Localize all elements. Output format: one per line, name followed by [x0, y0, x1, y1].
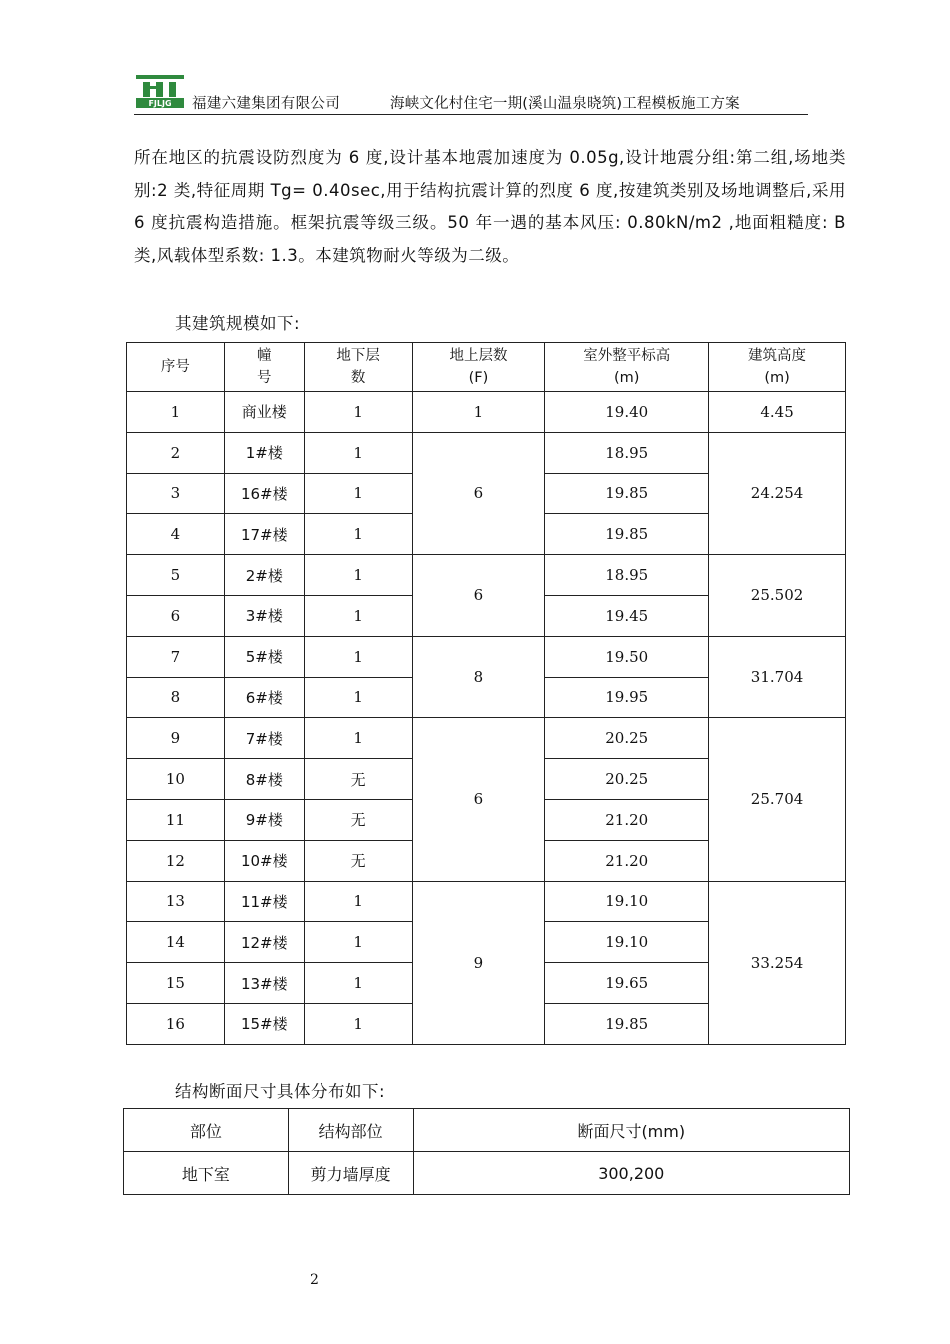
outdoor-elevation: 19.85 — [545, 473, 709, 514]
building-name: 12#楼 — [224, 922, 304, 963]
building-name: 6#楼 — [224, 677, 304, 718]
table-row — [127, 718, 846, 759]
table-row — [127, 636, 846, 677]
basement-floors: 1 — [304, 595, 412, 636]
header-cell: 室外整平标高 (m) — [545, 343, 709, 392]
row-number: 3 — [127, 473, 225, 514]
building-name: 3#楼 — [224, 595, 304, 636]
basement-floors: 1 — [304, 881, 412, 922]
building-height: 4.45 — [709, 392, 846, 433]
basement-floors: 1 — [304, 1003, 412, 1044]
header-cell: 结构部位 — [288, 1109, 413, 1152]
page-number: 2 — [310, 1272, 319, 1288]
table-row — [127, 392, 846, 433]
above-ground-floors: 6 — [412, 718, 545, 881]
table-header-row — [127, 343, 846, 392]
building-name: 13#楼 — [224, 963, 304, 1004]
outdoor-elevation: 18.95 — [545, 432, 709, 473]
table-row — [127, 432, 846, 473]
row-number: 1 — [127, 392, 225, 433]
building-height: 25.704 — [709, 718, 846, 881]
outdoor-elevation: 19.10 — [545, 922, 709, 963]
row-number: 12 — [127, 840, 225, 881]
outdoor-elevation: 19.65 — [545, 963, 709, 1004]
building-name: 11#楼 — [224, 881, 304, 922]
basement-floors: 无 — [304, 799, 412, 840]
basement-floors: 1 — [304, 718, 412, 759]
basement-floors: 1 — [304, 963, 412, 1004]
table-row — [124, 1152, 850, 1195]
building-name: 商业楼 — [224, 392, 304, 433]
section-table-intro: 结构断面尺寸具体分布如下: — [175, 1082, 386, 1101]
outdoor-elevation: 19.50 — [545, 636, 709, 677]
row-number: 4 — [127, 514, 225, 555]
row-number: 16 — [127, 1003, 225, 1044]
seismic-paragraph: 所在地区的抗震设防烈度为 6 度,设计基本地震加速度为 0.05g,设计地震分组:第二组,场地类别:2 类,特征周期 Tg= 0.40sec,用于结构抗震计算的烈度 6 度,按建筑类别及场地调整后,采用 6 度抗震构造措施。框架抗震等级三级。50 年一遇的基本风压: 0.80kN/m2 ,地面粗糙度: B 类,风载体型系数: 1.3。本建筑物耐火等级为二级。 — [134, 148, 846, 265]
outdoor-elevation: 19.10 — [545, 881, 709, 922]
above-ground-floors: 6 — [412, 432, 545, 554]
row-number: 6 — [127, 595, 225, 636]
header-cell: 序号 — [127, 343, 225, 392]
building-name: 10#楼 — [224, 840, 304, 881]
basement-floors: 1 — [304, 677, 412, 718]
row-number: 2 — [127, 432, 225, 473]
basement-floors: 1 — [304, 432, 412, 473]
company-logo-icon — [134, 72, 186, 110]
building-name: 7#楼 — [224, 718, 304, 759]
row-number: 13 — [127, 881, 225, 922]
building-height: 25.502 — [709, 555, 846, 637]
building-name: 2#楼 — [224, 555, 304, 596]
basement-floors: 1 — [304, 555, 412, 596]
table-row — [127, 881, 846, 922]
building-table-intro: 其建筑规模如下: — [175, 314, 301, 333]
header-cell: 地下层 数 — [304, 343, 412, 392]
basement-floors: 1 — [304, 473, 412, 514]
size-cell: 300,200 — [413, 1152, 849, 1195]
basement-floors: 1 — [304, 922, 412, 963]
row-number: 8 — [127, 677, 225, 718]
basement-floors: 无 — [304, 759, 412, 800]
building-name: 5#楼 — [224, 636, 304, 677]
header-cell: 建筑高度 (m) — [709, 343, 846, 392]
row-number: 10 — [127, 759, 225, 800]
basement-floors: 1 — [304, 514, 412, 555]
row-number: 14 — [127, 922, 225, 963]
table-row — [127, 555, 846, 596]
building-name: 17#楼 — [224, 514, 304, 555]
basement-floors: 1 — [304, 636, 412, 677]
row-number: 9 — [127, 718, 225, 759]
part-cell: 地下室 — [124, 1152, 289, 1195]
building-height: 33.254 — [709, 881, 846, 1044]
outdoor-elevation: 20.25 — [545, 718, 709, 759]
outdoor-elevation: 19.85 — [545, 1003, 709, 1044]
outdoor-elevation: 19.95 — [545, 677, 709, 718]
header-cell: 部位 — [124, 1109, 289, 1152]
company-name: 福建六建集团有限公司 — [192, 96, 340, 112]
structure-cell: 剪力墙厚度 — [288, 1152, 413, 1195]
building-name: 15#楼 — [224, 1003, 304, 1044]
row-number: 5 — [127, 555, 225, 596]
header-cell: 幢 号 — [224, 343, 304, 392]
outdoor-elevation: 20.25 — [545, 759, 709, 800]
building-height: 24.254 — [709, 432, 846, 554]
outdoor-elevation: 21.20 — [545, 840, 709, 881]
building-name: 16#楼 — [224, 473, 304, 514]
above-ground-floors: 1 — [412, 392, 545, 433]
building-name: 1#楼 — [224, 432, 304, 473]
project-title: 海峡文化村住宅一期(溪山温泉晓筑)工程模板施工方案 — [390, 96, 740, 112]
header-cell: 地上层数 (F) — [412, 343, 545, 392]
basement-floors: 无 — [304, 840, 412, 881]
building-name: 9#楼 — [224, 799, 304, 840]
page-header — [134, 72, 808, 115]
section-size-table — [123, 1108, 850, 1195]
row-number: 11 — [127, 799, 225, 840]
basement-floors: 1 — [304, 392, 412, 433]
outdoor-elevation: 19.40 — [545, 392, 709, 433]
table-header-row — [124, 1109, 850, 1152]
outdoor-elevation: 19.45 — [545, 595, 709, 636]
outdoor-elevation: 19.85 — [545, 514, 709, 555]
building-height: 31.704 — [709, 636, 846, 718]
above-ground-floors: 6 — [412, 555, 545, 637]
building-name: 8#楼 — [224, 759, 304, 800]
row-number: 15 — [127, 963, 225, 1004]
outdoor-elevation: 18.95 — [545, 555, 709, 596]
outdoor-elevation: 21.20 — [545, 799, 709, 840]
svg-text:FJLJG: FJLJG — [148, 99, 172, 108]
above-ground-floors: 9 — [412, 881, 545, 1044]
row-number: 7 — [127, 636, 225, 677]
above-ground-floors: 8 — [412, 636, 545, 718]
header-cell: 断面尺寸(mm) — [413, 1109, 849, 1152]
building-scale-table — [126, 342, 846, 1045]
